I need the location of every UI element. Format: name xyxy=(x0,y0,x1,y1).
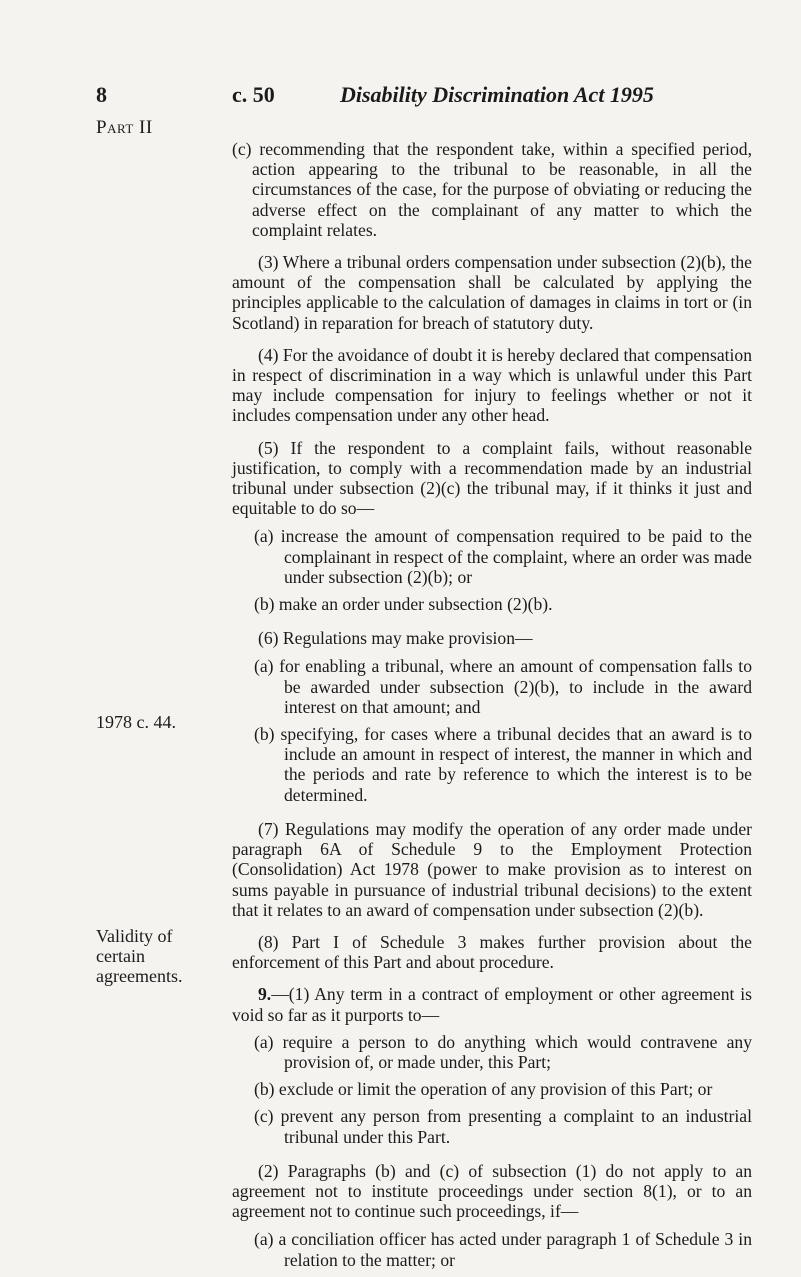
section-9-2-a: (a) a conciliation officer has acted under paragraph 1 of Schedule 3 in relation to the matter; or xyxy=(254,1229,752,1270)
sidenote-line-2: agreements. xyxy=(96,966,183,986)
subsection-6-a: (a) for enabling a tribunal, where an amount of compensation falls to be awarded under subsection (2)(b), to include in the award interest on that amount; and xyxy=(254,656,752,717)
running-header xyxy=(0,82,801,112)
paragraph-c: (c) recommending that the respondent take, within a specified period, action appearing to the tribunal to be reasonable, in all the circumstances of the case, for the purpose of obviating or reducing the adverse effect on the complainant of any matter to which the complaint relates. xyxy=(232,139,752,240)
subsection-5-a: (a) increase the amount of compensation required to be paid to the complainant in respect of the complaint, where an order was made under subsection (2)(b); or xyxy=(254,526,752,587)
sidenote-line-1: Validity of certain xyxy=(96,926,173,966)
subsection-3: (3) Where a tribunal orders compensation under subsection (2)(b), the amount of the compensation shall be calculated by applying the principles applicable to the calculation of damages in claims in tort or (in Scotland) in reparation for breach of statutory duty. xyxy=(232,252,752,333)
section-9-subsection-2: (2) Paragraphs (b) and (c) of subsection (1) do not apply to an agreement not to institute proceedings under section 8(1), or to an agreement not to continue such proceedings, if— xyxy=(232,1160,752,1222)
subsection-7: (7) Regulations may modify the operation of any order made under paragraph 6A of Schedule 9 to the Employment Protection (Consolidation) Act 1978 (power to make provision as to interest on sums payable in pursuance of industrial tribunal decisions) to the extent that it relates to an award of compensation under subsection (2)(b). xyxy=(232,818,752,920)
subsection-6-b: (b) specifying, for cases where a tribunal decides that an award is to include an amount in respect of interest, the manner in which and the periods and rate by reference to which the interest is to be determined. xyxy=(254,724,752,805)
page-number: 8 xyxy=(96,82,107,107)
subsection-5: (5) If the respondent to a complaint fails, without reasonable justification, to comply with a recommendation made by an industrial tribunal under subsection (2)(c) the tribunal may, if it thinks it just and equitable to do so— xyxy=(232,437,752,519)
subsection-4: (4) For the avoidance of doubt it is hereby declared that compensation in respect of discrimination in a way which is unlawful under this Part may include compensation for injury to feelings whether or not it includes compensation under any other head. xyxy=(232,344,752,426)
subsection-6: (6) Regulations may make provision— xyxy=(258,628,533,649)
section-9-c: (c) prevent any person from presenting a complaint to an industrial tribunal under this Part. xyxy=(254,1106,752,1147)
margin-citation: 1978 c. 44. xyxy=(96,712,176,732)
section-9-number: 9. xyxy=(258,984,272,1005)
section-9-a: (a) require a person to do anything which would contravene any provision of, or made under, this Part; xyxy=(254,1031,752,1072)
subsection-8: (8) Part I of Schedule 3 makes further provision about the enforcement of this Part and about procedure. xyxy=(232,931,752,973)
section-9-subsection-1 xyxy=(232,984,752,1024)
section-sidenote xyxy=(96,926,214,986)
body-text xyxy=(232,139,752,1277)
part-label: Part II xyxy=(96,117,153,138)
section-9-text: —(1) Any term in a contract of employment or other agreement is void so far as it purports to— xyxy=(232,984,752,1025)
act-title: Disability Discrimination Act 1995 xyxy=(340,82,654,107)
subsection-5-b: (b) make an order under subsection (2)(b). xyxy=(254,594,553,615)
section-9-b: (b) exclude or limit the operation of any provision of this Part; or xyxy=(254,1079,713,1100)
chapter-citation: c. 50 xyxy=(232,82,275,107)
